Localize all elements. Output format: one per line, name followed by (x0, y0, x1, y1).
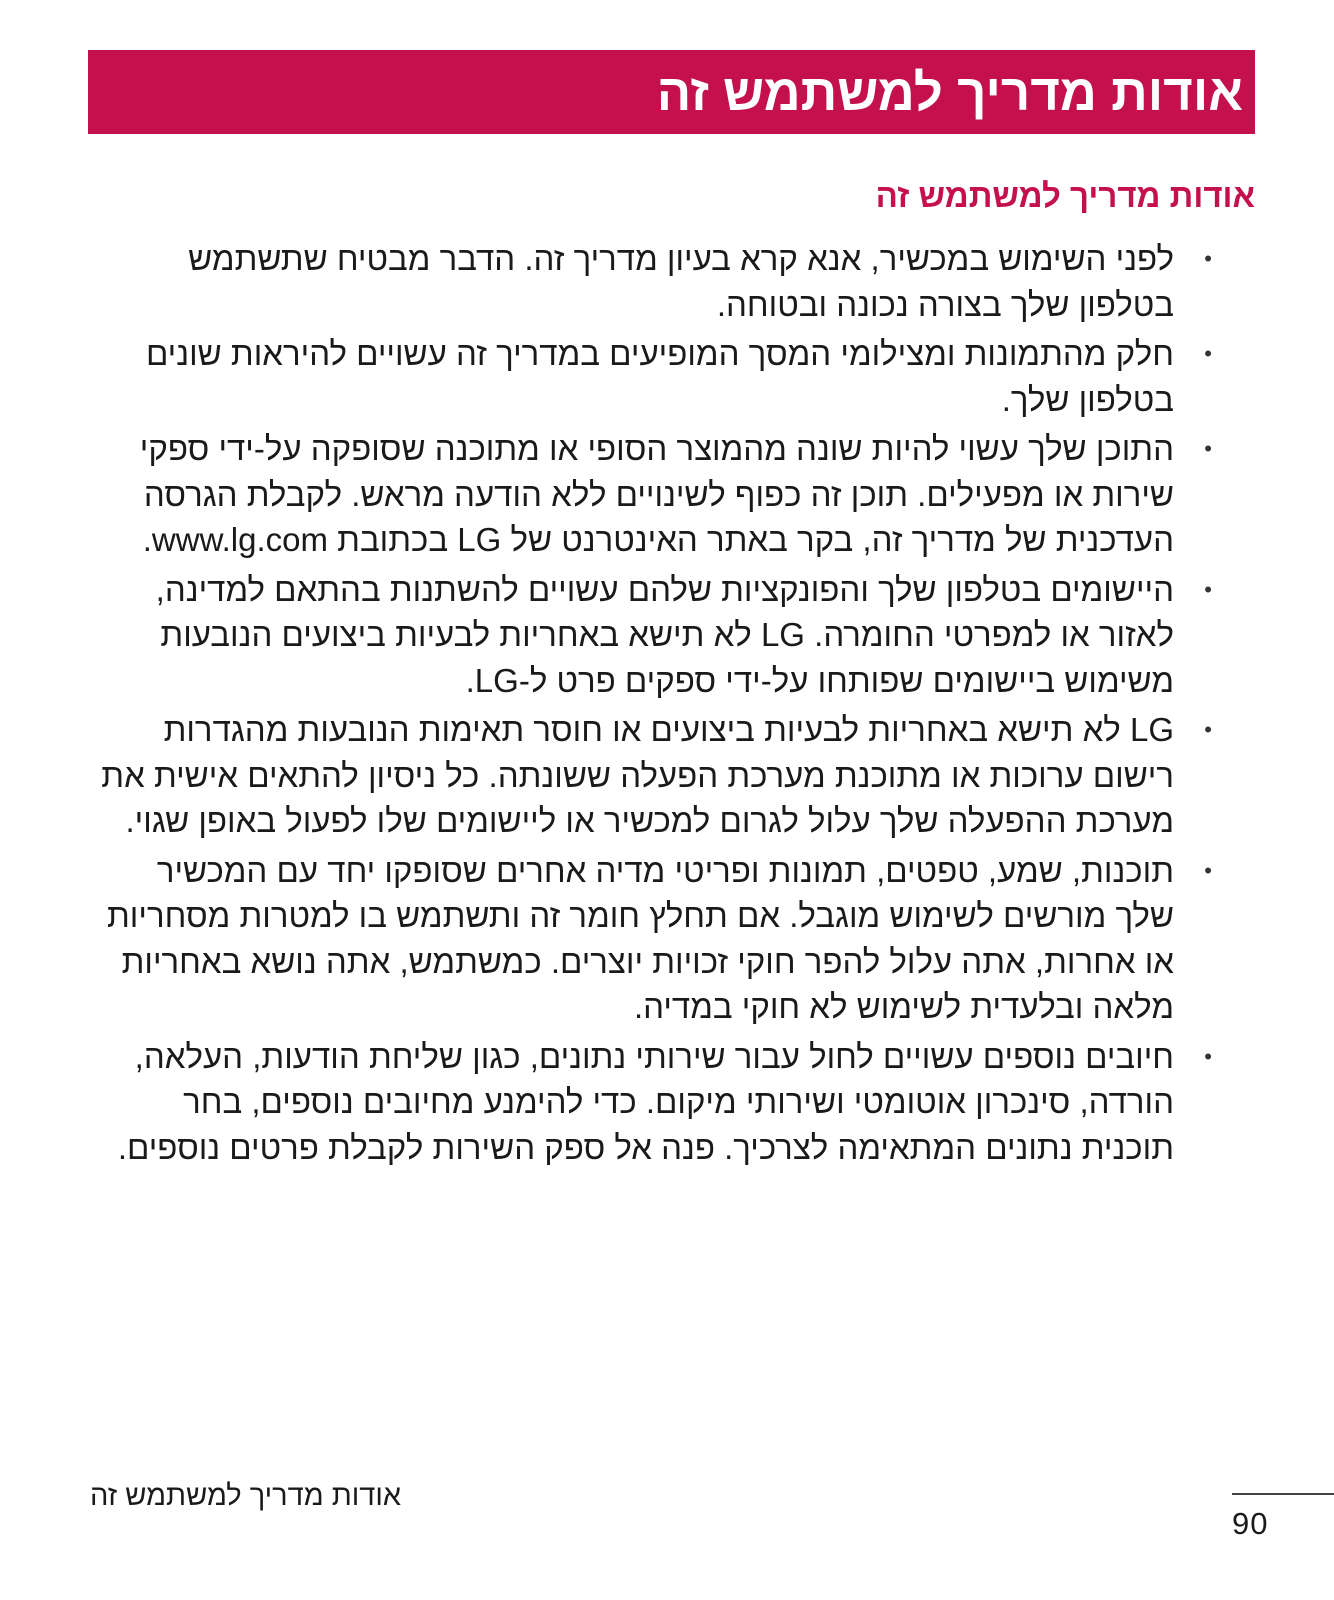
list-item (99, 426, 1234, 563)
bullet-icon: • (1204, 717, 1212, 742)
bullet-icon: • (1204, 341, 1212, 366)
bullet-list (99, 236, 1234, 1174)
bullet-icon: • (1204, 857, 1212, 883)
bullet-icon: • (1204, 576, 1212, 602)
list-item (99, 848, 1234, 1030)
page-number-rule (1232, 1493, 1334, 1495)
list-item-text: חיובים נוספים עשויים לחול עבור שירותי נתונים, כגון שליחת הודעות, העלאה, הורדה, סינכרון אוטומטי ושירותי מיקום. כדי להימנע מחיובים נוספים, בחר תוכנית נתונים המתאימה לצרכיך. פנה אל ספק השירות לקבלת פרטים נוספים. (117, 1037, 1174, 1166)
list-item-text: LG לא תישא באחריות לבעיות ביצועים או חוסר תאימות הנובעות מהגדרות רישום ערוכות או מתוכנת מערכת הפעלה ששונתה. כל ניסיון להתאים אישית את מערכת ההפעלה שלך עלול לגרום למכשיר או ליישומים שלו לפעול באופן שגוי. (101, 711, 1174, 839)
list-item-text: תוכנות, שמע, טפטים, תמונות ופריטי מדיה אחרים שסופקו יחד עם המכשיר שלך מורשים לשימוש מוגבל. אם תחלץ חומר זה ותשתמש בו למטרות מסחריות או אחרות, אתה עלול להפר חוקי זכויות יוצרים. כמשתמש, אתה נושא באחריות מלאה ובלעדית לשימוש לא חוקי במדיה. (107, 851, 1174, 1025)
list-item (99, 1034, 1234, 1171)
bullet-icon: • (1204, 246, 1212, 271)
chapter-header-bar (88, 50, 1255, 134)
list-item-text: חלק מהתמונות ומצילומי המסך המופיעים במדריך זה עשויים להיראות שונים בטלפון שלך. (145, 335, 1174, 418)
section-title: אודות מדריך למשתמש זה (875, 177, 1255, 214)
list-item-text: לפני השימוש במכשיר, אנא קרא בעיון מדריך זה. הדבר מבטיח שתשתמש בטלפון שלך בצורה נכונה ובטוחה. (188, 240, 1174, 323)
list-item (99, 236, 1234, 327)
list-item-text: היישומים בטלפון שלך והפונקציות שלהם עשויים להשתנות בהתאם למדינה, לאזור או למפרטי החומרה. LG לא תישא באחריות לבעיות ביצועים הנובעות משימוש ביישומים שפותחו על-ידי ספקים פרט ל-LG. (155, 570, 1174, 699)
list-item (99, 707, 1234, 844)
list-item-text: התוכן שלך עשוי להיות שונה מהמוצר הסופי או מתוכנה שסופקה על-ידי ספקי שירות או מפעילים. תוכן זה כפוף לשינויים ללא הודעה מראש. לקבלת הגרסה העדכנית של מדריך זה, בקר באתר האינטרנט של LG בכתובת www.lg.com. (139, 430, 1174, 558)
chapter-title: אודות מדריך למשתמש זה (656, 63, 1243, 121)
bullet-icon: • (1204, 1043, 1212, 1069)
list-item (99, 331, 1234, 422)
footer-chapter-title: אודות מדריך למשתמש זה (90, 1480, 402, 1512)
bullet-icon: • (1204, 436, 1212, 461)
list-item (99, 567, 1234, 704)
page-number: 90 (1232, 1506, 1269, 1541)
